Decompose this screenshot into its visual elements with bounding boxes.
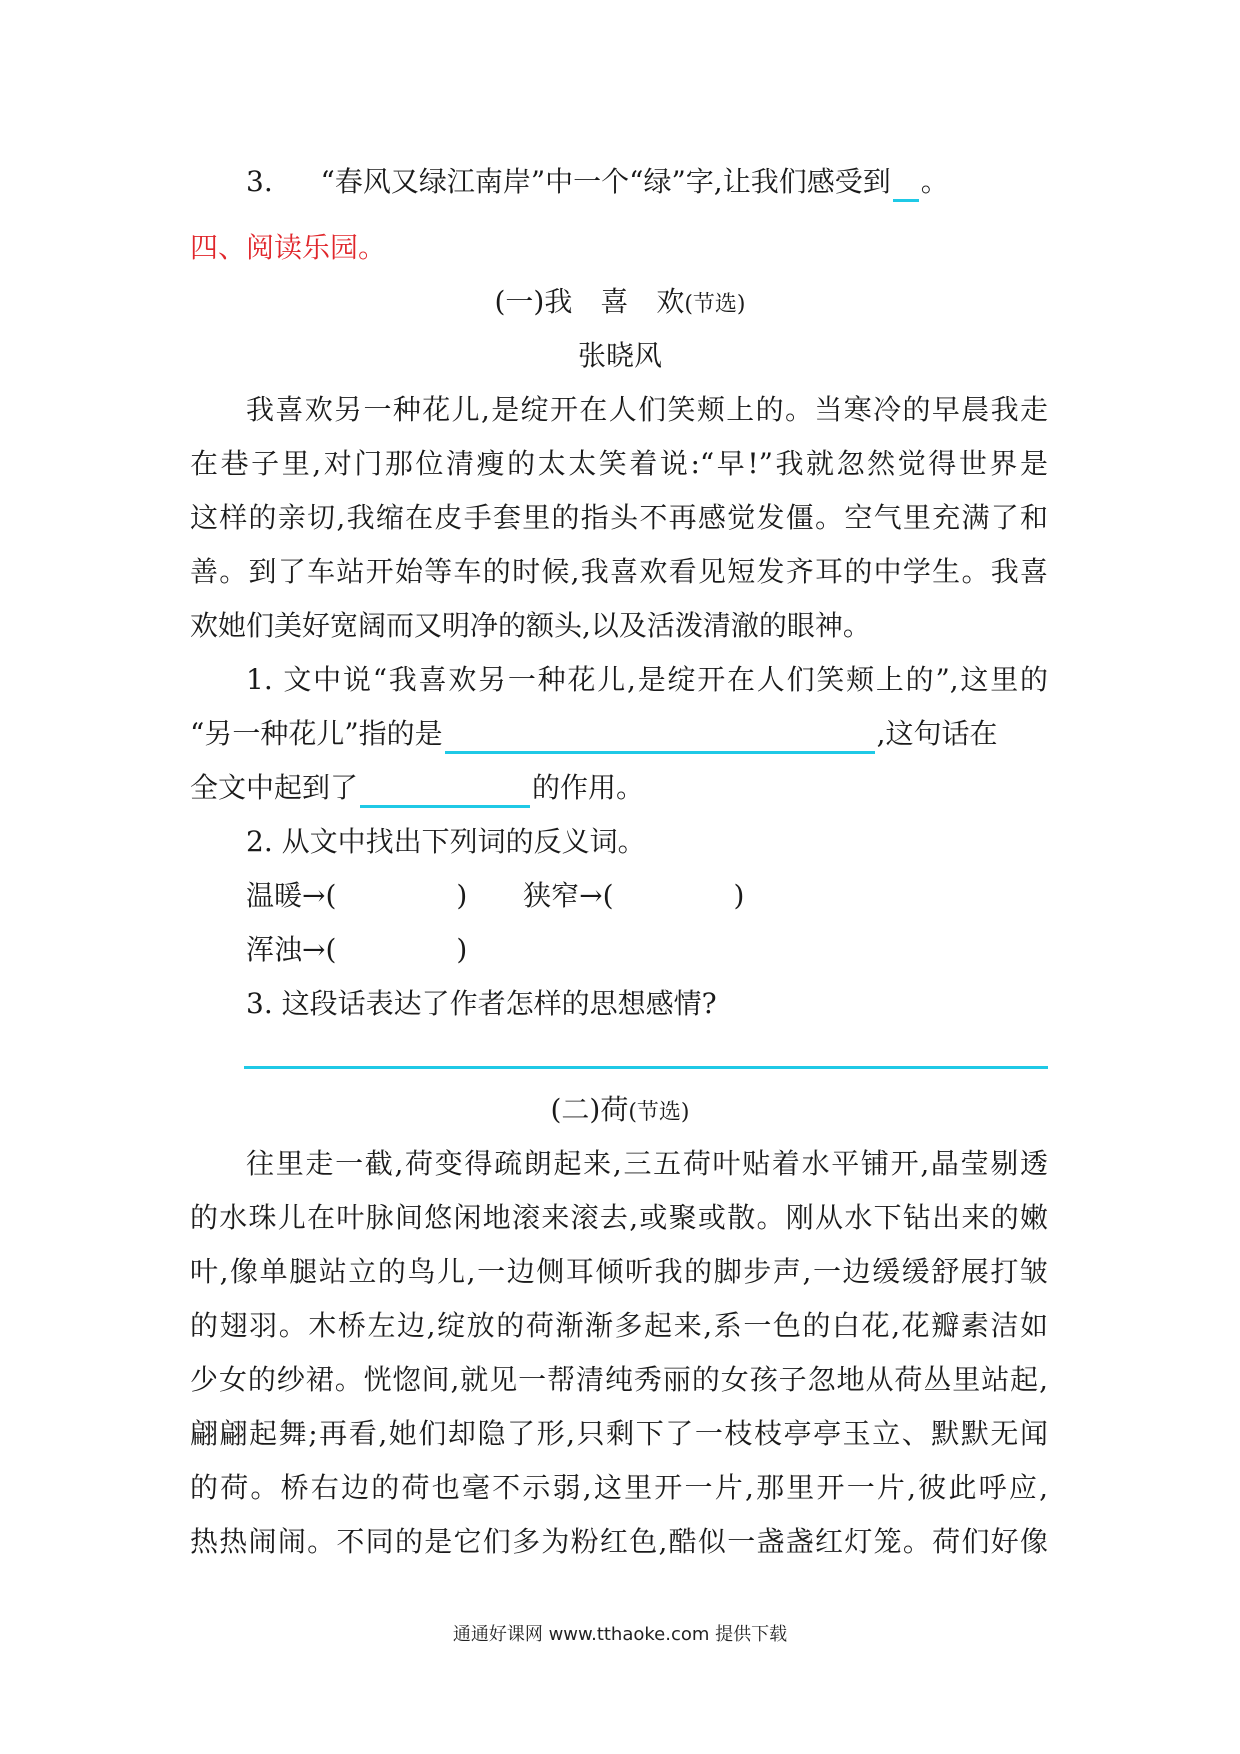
passage-1-line: 在巷子里,对门那位清瘦的太太笑着说:“早!”我就忽然觉得世界是 — [190, 447, 1048, 480]
passage-2-line: 往里走一截,荷变得疏朗起来,三五荷叶贴着水平铺开,晶莹剔透 — [246, 1147, 1048, 1180]
passage-2-line: 少女的纱裙。恍惚间,就见一帮清纯秀丽的女孩子忽地从荷丛里站起, — [190, 1363, 1048, 1396]
passage-1-line: 这样的亲切,我缩在皮手套里的指头不再感觉发僵。空气里充满了和 — [190, 501, 1048, 534]
question-1-line: 全文中起到了 的作用。 — [190, 768, 644, 808]
antonym-row: 浑浊→( ) — [246, 933, 468, 966]
passage-1-line: 欢她们美好宽阔而又明净的额头,以及活泼清澈的眼神。 — [190, 609, 871, 642]
passage-1-line: 我喜欢另一种花儿,是绽开在人们笑颊上的。当寒冷的早晨我走 — [246, 393, 1048, 426]
antonym-row: 温暖→( ) 狭窄→( ) — [246, 879, 745, 912]
question-1-line: “另一种花儿”指的是 ,这句话在 — [190, 714, 998, 754]
passage-1-title: (一)我 喜 欢(节选) — [494, 285, 746, 318]
passage-2-title: (二)荷(节选) — [550, 1093, 690, 1126]
antonym-item: 狭窄→( — [523, 879, 614, 912]
answer-blank[interactable] — [360, 775, 530, 808]
question-number: 3. — [246, 165, 273, 198]
question-3-top: 3. “春风又绿江南岸”中一个“绿”字,让我们感受到 。 — [246, 162, 949, 202]
question-1-line: 1. 文中说“我喜欢另一种花儿,是绽开在人们笑颊上的”,这里的 — [246, 663, 1048, 696]
answer-blank[interactable] — [445, 721, 875, 754]
answer-blank[interactable] — [893, 169, 919, 202]
passage-2-line: 的翅羽。木桥左边,绽放的荷渐渐多起来,系一色的白花,花瓣素洁如 — [190, 1309, 1048, 1342]
footer-watermark: 通通好课网 www.tthaoke.com 提供下载 — [452, 1624, 788, 1645]
passage-2-line: 翩翩起舞;再看,她们却隐了形,只剩下了一枝枝亭亭玉立、默默无闻 — [190, 1417, 1048, 1450]
title-note: (节选) — [628, 1100, 690, 1125]
antonym-item: 温暖→( — [246, 879, 337, 912]
question-text: “春风又绿江南岸”中一个“绿”字,让我们感受到 — [320, 165, 891, 198]
section-heading: 四、阅读乐园。 — [190, 231, 387, 264]
passage-1-author: 张晓风 — [577, 339, 662, 372]
answer-line[interactable] — [244, 1066, 1048, 1069]
antonym-item: 浑浊→( — [246, 933, 337, 966]
title-note: (节选) — [684, 292, 746, 317]
question-2: 2. 从文中找出下列词的反义词。 — [246, 825, 646, 858]
passage-2-line: 叶,像单腿站立的鸟儿,一边侧耳倾听我的脚步声,一边缓缓舒展打皱 — [190, 1255, 1048, 1288]
passage-1-line: 善。到了车站开始等车的时候,我喜欢看见短发齐耳的中学生。我喜 — [190, 555, 1048, 588]
passage-2-line: 热热闹闹。不同的是它们多为粉红色,酷似一盏盏红灯笼。荷们好像 — [190, 1525, 1048, 1558]
passage-2-line: 的荷。桥右边的荷也毫不示弱,这里开一片,那里开一片,彼此呼应, — [190, 1471, 1048, 1504]
question-3: 3. 这段话表达了作者怎样的思想感情? — [246, 987, 717, 1020]
passage-2-line: 的水珠儿在叶脉间悠闲地滚来滚去,或聚或散。刚从水下钻出来的嫩 — [190, 1201, 1048, 1234]
